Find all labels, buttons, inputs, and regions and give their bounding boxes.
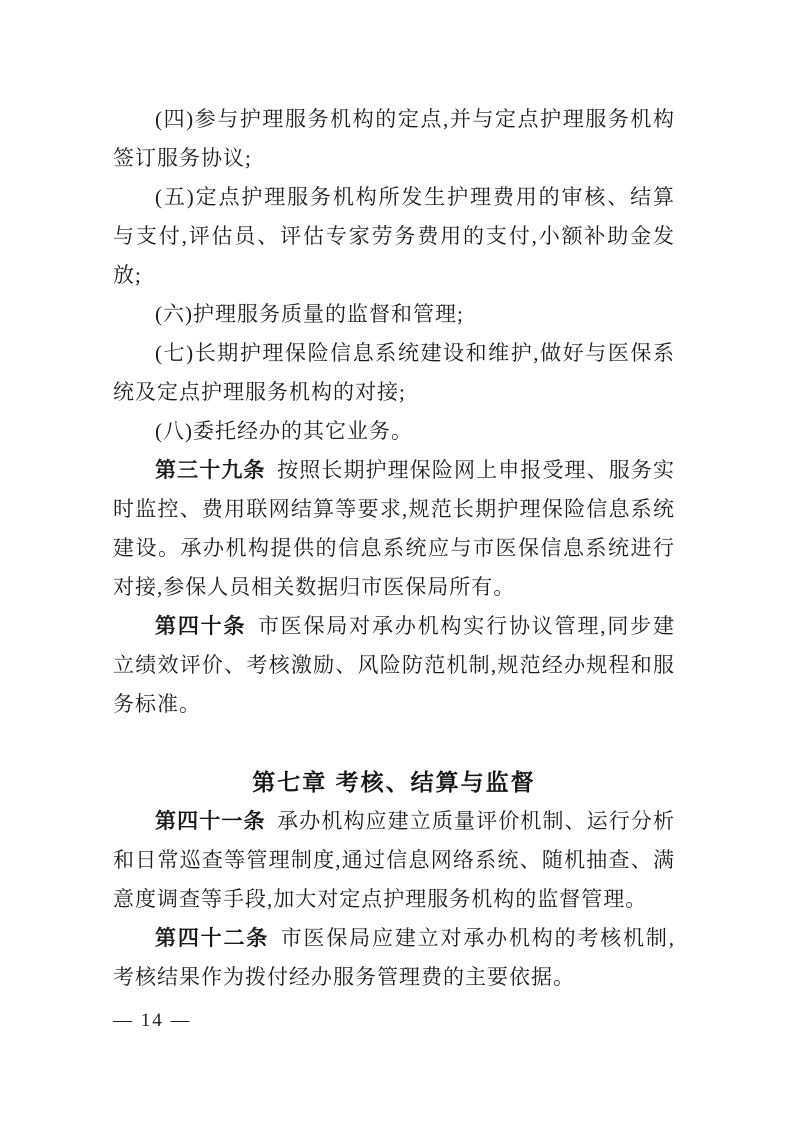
article-41 [113, 802, 675, 919]
article-40 [113, 607, 675, 724]
article-40-number: 第四十条 [155, 615, 247, 638]
article-39-number: 第三十九条 [155, 459, 266, 482]
article-42 [113, 919, 675, 997]
article-39 [113, 451, 675, 607]
list-item-si [113, 100, 675, 178]
chapter-heading: 第七章 考核、结算与监督 [252, 769, 536, 795]
paragraph-text: 市医保局应建立对承办机构的考核机制,考核结果作为拨付经办服务管理费的主要依据。 [113, 926, 676, 989]
document-body [113, 100, 675, 997]
paragraph-text: 承办机构应建立质量评价机制、运行分析和日常巡查等管理制度,通过信息网络系统、随机抽查、满意度调查等手段,加大对定点护理服务机构的监督管理。 [113, 809, 676, 911]
paragraph-text: (七)长期护理保险信息系统建设和维护,做好与医保系统及定点护理服务机构的对接; [113, 341, 675, 404]
paragraph-text: (八)委托经办的其它业务。 [155, 419, 413, 443]
list-item-ba [113, 412, 675, 451]
page-number: — 14 — [113, 1010, 192, 1031]
paragraph-text: (五)定点护理服务机构所发生护理费用的审核、结算与支付,评估员、评估专家劳务费用的支付,小额补助金发放; [113, 185, 675, 287]
paragraph-text: 按照长期护理保险网上申报受理、服务实时监控、费用联网结算等要求,规范长期护理保险信息系统建设。承办机构提供的信息系统应与市医保信息系统进行对接,参保人员相关数据归市医保局所有。 [113, 458, 676, 599]
list-item-qi [113, 334, 675, 412]
paragraph-text: 市医保局对承办机构实行协议管理,同步建立绩效评价、考核激励、风险防范机制,规范经办规程和服务标准。 [113, 614, 676, 716]
article-42-number: 第四十二条 [155, 927, 270, 950]
list-item-wu [113, 178, 675, 295]
list-item-liu [113, 295, 675, 334]
article-41-number: 第四十一条 [155, 810, 266, 833]
paragraph-text: (四)参与护理服务机构的定点,并与定点护理服务机构签订服务协议; [113, 107, 675, 170]
paragraph-text: (六)护理服务质量的监督和管理; [155, 302, 464, 326]
